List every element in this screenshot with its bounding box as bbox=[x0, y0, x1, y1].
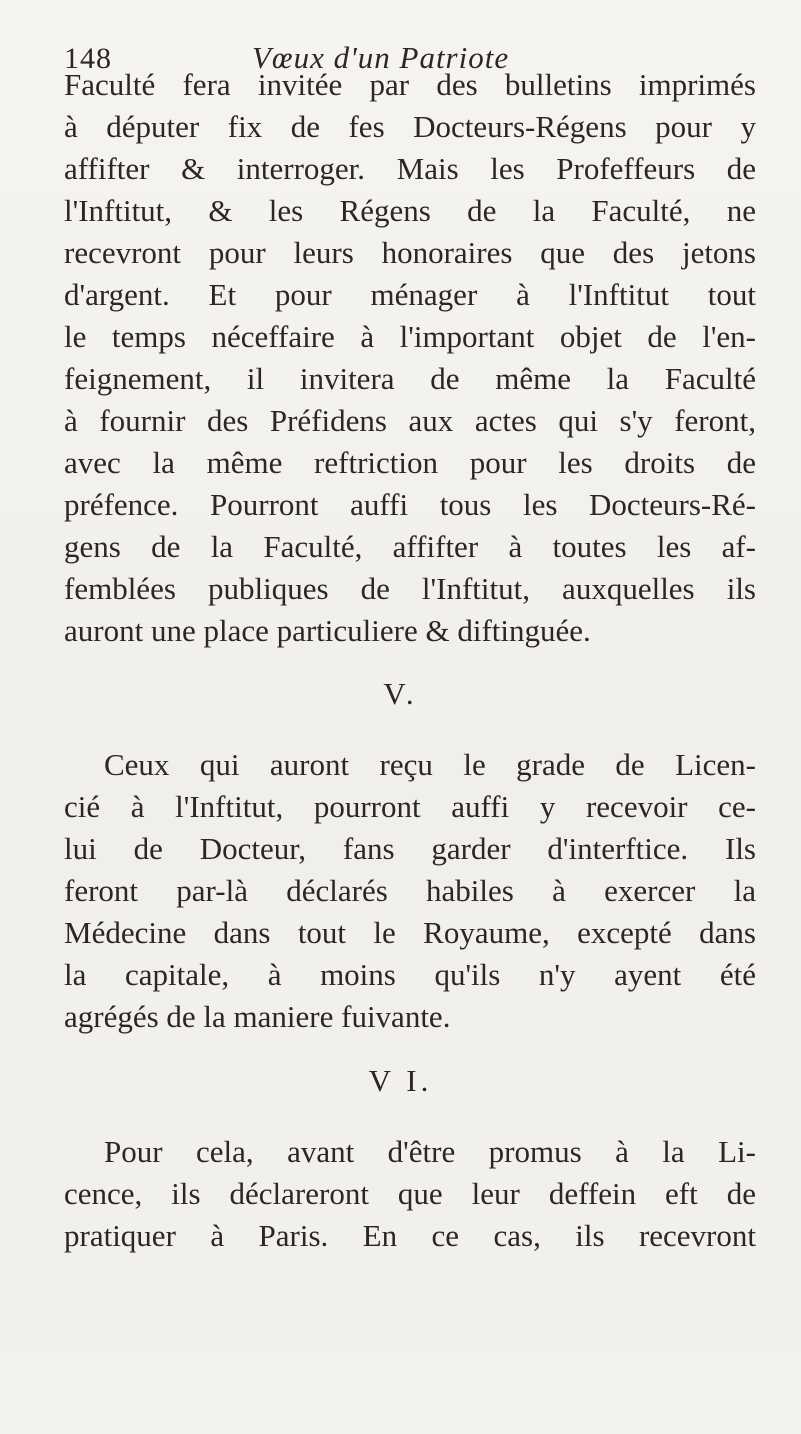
text-line: avec la même reftriction pour les droits de bbox=[64, 445, 756, 480]
text-line: recevront pour leurs honoraires que des jetons bbox=[64, 235, 756, 270]
text-line: d'argent. Et pour ménager à l'Inftitut tout bbox=[64, 277, 756, 312]
text-line: auront une place particuliere & diftinguée. bbox=[64, 613, 591, 648]
running-title: Vœux d'un Patriote bbox=[252, 40, 510, 75]
text-line: le temps néceffaire à l'important objet de l'en- bbox=[64, 319, 756, 354]
text-line: lui de Docteur, fans garder d'interftice. Ils bbox=[64, 831, 756, 866]
text-line: à fournir des Préfidens aux actes qui s'y feront, bbox=[64, 403, 756, 438]
text-line: Médecine dans tout le Royaume, excepté dans bbox=[64, 915, 756, 950]
text-line: cence, ils déclareront que leur deffein eft de bbox=[64, 1176, 756, 1211]
text-line: feront par-là déclarés habiles à exercer la bbox=[64, 873, 756, 908]
text-line: feignement, il invitera de même la Faculté bbox=[64, 361, 756, 396]
text-line: l'Inftitut, & les Régens de la Faculté, ne bbox=[64, 193, 756, 228]
text-line: Ceux qui auront reçu le grade de Licen- bbox=[104, 747, 756, 782]
text-line: la capitale, à moins qu'ils n'y ayent été bbox=[64, 957, 756, 992]
text-line: pratiquer à Paris. En ce cas, ils recevront bbox=[64, 1218, 756, 1253]
page-number: 148 bbox=[64, 42, 112, 75]
section-heading-vi: V I. bbox=[368, 1063, 433, 1098]
text-line: préfence. Pourront auffi tous les Docteurs-Ré- bbox=[64, 487, 756, 522]
text-line: femblées publiques de l'Inftitut, auxquelles ils bbox=[64, 571, 756, 606]
text-line: gens de la Faculté, affifter à toutes les af- bbox=[64, 529, 756, 564]
text-line: Pour cela, avant d'être promus à la Li- bbox=[104, 1134, 756, 1169]
text-line: affifter & interroger. Mais les Profeffeurs de bbox=[64, 151, 756, 186]
text-line: à députer fix de fes Docteurs-Régens pour y bbox=[64, 109, 756, 144]
section-heading-v: V. bbox=[383, 676, 418, 711]
text-line: Faculté fera invitée par des bulletins imprimés bbox=[64, 67, 756, 102]
text-line: agrégés de la maniere fuivante. bbox=[64, 999, 451, 1034]
text-line: cié à l'Inftitut, pourront auffi y recevoir ce- bbox=[64, 789, 756, 824]
